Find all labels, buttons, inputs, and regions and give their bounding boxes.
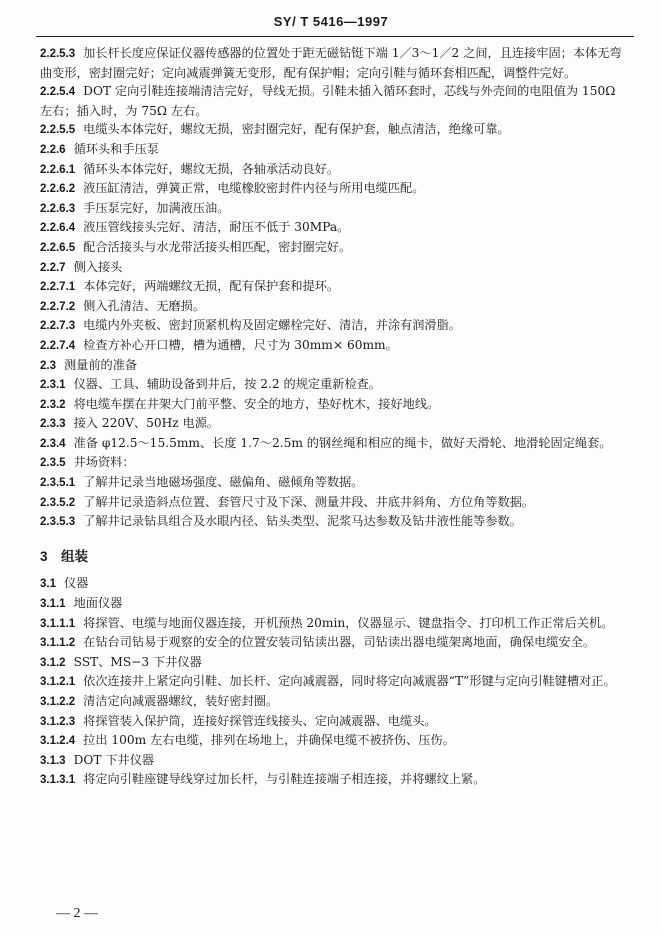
- clause: [40, 238, 630, 258]
- clause-number: 2.3.1: [40, 379, 66, 392]
- clause: [40, 120, 630, 140]
- clause: [40, 453, 630, 473]
- clause-number: 3.1.3.1: [40, 774, 76, 787]
- clause-text: 准备 φ12.5～15.5mm、长度 1.7～2.5m 的钢丝绳和相应的绳卡，做好天滑轮、地滑轮固定绳套。: [73, 435, 612, 450]
- clause-text: 侧入接头: [73, 259, 123, 274]
- clause: [40, 258, 630, 278]
- clause: [40, 375, 630, 395]
- clause-text: 将电缆车摆在井架大门前平整、安全的地方，垫好枕木，接好地线。: [73, 396, 440, 411]
- clause-text: 接入 220V、50Hz 电源。: [73, 416, 220, 431]
- clause: [40, 493, 630, 513]
- clause-number: 2.2.6.4: [40, 222, 76, 235]
- clause: [40, 512, 630, 532]
- clause: [40, 653, 630, 673]
- clause-text: 检查方补心开口槽，槽为通槽，尺寸为 30mm× 60mm。: [83, 337, 398, 352]
- section-3-title: 3 组装: [40, 548, 89, 564]
- clause-number: 2.3.5: [40, 457, 66, 470]
- header-divider: [36, 36, 634, 37]
- clause: [40, 614, 630, 634]
- clause-text: 手压泵完好，加满液压油。: [83, 200, 230, 215]
- clause-number: 2.3.3: [40, 418, 66, 431]
- clause-text: 将探管装入保护筒，连接好探管连线接头、定向减震器、电缆头。: [83, 713, 437, 728]
- standard-header: SY/ T 5416—1997: [273, 14, 389, 29]
- clause-text: 本体完好，两端螺纹无损，配有保护套和提环。: [83, 279, 340, 294]
- clause-number: 2.2.7.3: [40, 320, 76, 333]
- clause-text: 仪器、工具、辅助设备到井后，按 2.2 的规定重新检查。: [73, 377, 382, 392]
- clause: [40, 692, 630, 712]
- clause-number: 2.2.6.3: [40, 202, 76, 215]
- clause-text: SST、MS−3 下井仪器: [73, 654, 202, 669]
- clause-number: 2.3.2: [40, 398, 66, 411]
- clause: [40, 594, 630, 614]
- section-2-list: [40, 44, 630, 532]
- clause-number: 2.3.5.3: [40, 516, 76, 529]
- clause-number: 2.2.6.1: [40, 163, 76, 176]
- clause-text: 配合活接头与水龙带活接头相匹配，密封圈完好。: [83, 239, 352, 254]
- clause-number: 3.1.2: [40, 656, 66, 669]
- clause-text: 加长杆长度应保证仪器传感器的位置处于距无磁钻铤下端 1／3～1／2 之间，且连接牢固；本体无弯曲变形，密封圈完好；定向减震弹簧无变形，配有保护帽；定向引鞋与循环套相匹配，调整件完好。: [40, 46, 622, 80]
- clause: [40, 82, 630, 120]
- clause-number: 2.2.6: [40, 143, 66, 156]
- clause: [40, 199, 630, 219]
- clause: [40, 434, 630, 454]
- clause-number: 3.1.1.1: [40, 617, 76, 630]
- clause-number: 2.3: [40, 359, 56, 372]
- clause: [40, 731, 630, 751]
- clause-number: 2.2.5.5: [40, 124, 76, 137]
- clause: [40, 356, 630, 376]
- clause-number: 2.2.7.2: [40, 300, 76, 313]
- clause-number: 2.2.6.5: [40, 241, 76, 254]
- clause: [40, 179, 630, 199]
- clause-text: 仪器: [64, 576, 89, 591]
- clause-text: 在钻台司钻易于观察的安全的位置安装司钻读出器，司钻读出器电缆架离地面，确保电缆安全。: [83, 635, 596, 650]
- page-number: — 2 —: [56, 906, 98, 921]
- clause: [40, 218, 630, 238]
- clause-number: 2.2.5.3: [40, 48, 76, 60]
- clause-number: 3.1: [40, 578, 56, 591]
- clause-number: 3.1.1: [40, 598, 66, 611]
- clause-text: 测量前的准备: [64, 357, 138, 372]
- clause-number: 3.1.2.2: [40, 696, 76, 708]
- clause: [40, 751, 630, 771]
- clause-number: 2.3.4: [40, 437, 66, 450]
- clause-text: 了解井记录钻具组合及水眼内径、钻头类型、泥浆马达参数及钻井液性能等参数。: [83, 514, 522, 529]
- clause-number: 3.1.1.2: [40, 637, 76, 650]
- clause: [40, 633, 630, 653]
- clause: [40, 160, 630, 180]
- clause-text: 液压管线接头完好、清洁，耐压不低于 30MPa。: [83, 220, 350, 235]
- clause: [40, 414, 630, 434]
- clause-text: 了解井记录当地磁场强度、磁偏角、磁倾角等数据。: [83, 475, 364, 490]
- clause-text: 将探管、电缆与地面仪器连接，开机预热 20min，仪器显示、键盘指令、打印机工作正常后关机。: [83, 615, 614, 630]
- clause-number: 3.1.3: [40, 754, 66, 767]
- clause-text: DOT 定向引鞋连接端清洁完好，导线无损。引鞋未插入循环套时，芯线与外壳间的电阻值为 150Ω 左右；插入时，为 75Ω 左右。: [40, 84, 616, 118]
- clause-number: 3.1.2.4: [40, 735, 76, 748]
- clause: [40, 297, 630, 317]
- clause-text: 循环头和手压泵: [73, 141, 159, 156]
- clause-number: 2.2.6.2: [40, 183, 76, 196]
- clause: [40, 712, 630, 732]
- clause-text: 地面仪器: [73, 596, 123, 611]
- clause: [40, 336, 630, 356]
- clause-text: 液压缸清洁，弹簧正常，电缆橡胶密封件内径与所用电缆匹配。: [83, 181, 425, 196]
- document-body: [40, 44, 630, 790]
- clause-text: 侧入孔清洁、无磨损。: [83, 298, 206, 313]
- clause-text: 拉出 100m 左右电缆，排列在场地上，并确保电缆不被挤伤、压伤。: [83, 733, 455, 748]
- clause-number: 2.2.5.4: [40, 86, 76, 99]
- clause: [40, 395, 630, 415]
- clause-number: 3.1.2.1: [40, 676, 76, 689]
- clause: [40, 140, 630, 160]
- clause-text: 电缆头本体完好，螺纹无损，密封圈完好，配有保护套，触点清洁，绝缘可靠。: [83, 122, 510, 137]
- clause-number: 2.2.7: [40, 261, 66, 274]
- clause-text: 井场资料：: [73, 455, 135, 470]
- section-3-list: [40, 574, 630, 790]
- clause: [40, 770, 630, 790]
- clause-text: 清洁定向减震器螺纹，装好密封圈。: [83, 694, 279, 708]
- clause: [40, 672, 630, 692]
- clause-number: 2.3.5.2: [40, 496, 76, 509]
- clause-number: 2.3.5.1: [40, 477, 76, 490]
- clause: [40, 277, 630, 297]
- clause-number: 2.2.7.4: [40, 339, 76, 352]
- clause-text: 将定向引鞋座键导线穿过加长杆，与引鞋连接端子相连接，并将螺纹上紧。: [83, 772, 486, 787]
- clause: [40, 44, 630, 82]
- clause-number: 2.2.7.1: [40, 281, 76, 294]
- clause-text: 电缆内外夹板、密封顶紧机构及固定螺栓完好、清洁，并涂有润滑脂。: [83, 318, 461, 333]
- clause-text: 循环头本体完好，螺纹无损，各轴承活动良好。: [83, 161, 340, 176]
- clause: [40, 574, 630, 594]
- clause-text: DOT 下井仪器: [73, 752, 155, 767]
- clause-text: 依次连接井上紧定向引鞋、加长杆、定向减震器，同时将定向减震器“T”形键与定向引鞋键槽对正。: [83, 674, 616, 689]
- clause: [40, 316, 630, 336]
- clause: [40, 473, 630, 493]
- clause-text: 了解井记录造斜点位置、套管尺寸及下深、测量井段、井底井斜角、方位角等数据。: [83, 494, 535, 509]
- clause-number: 3.1.2.3: [40, 715, 76, 728]
